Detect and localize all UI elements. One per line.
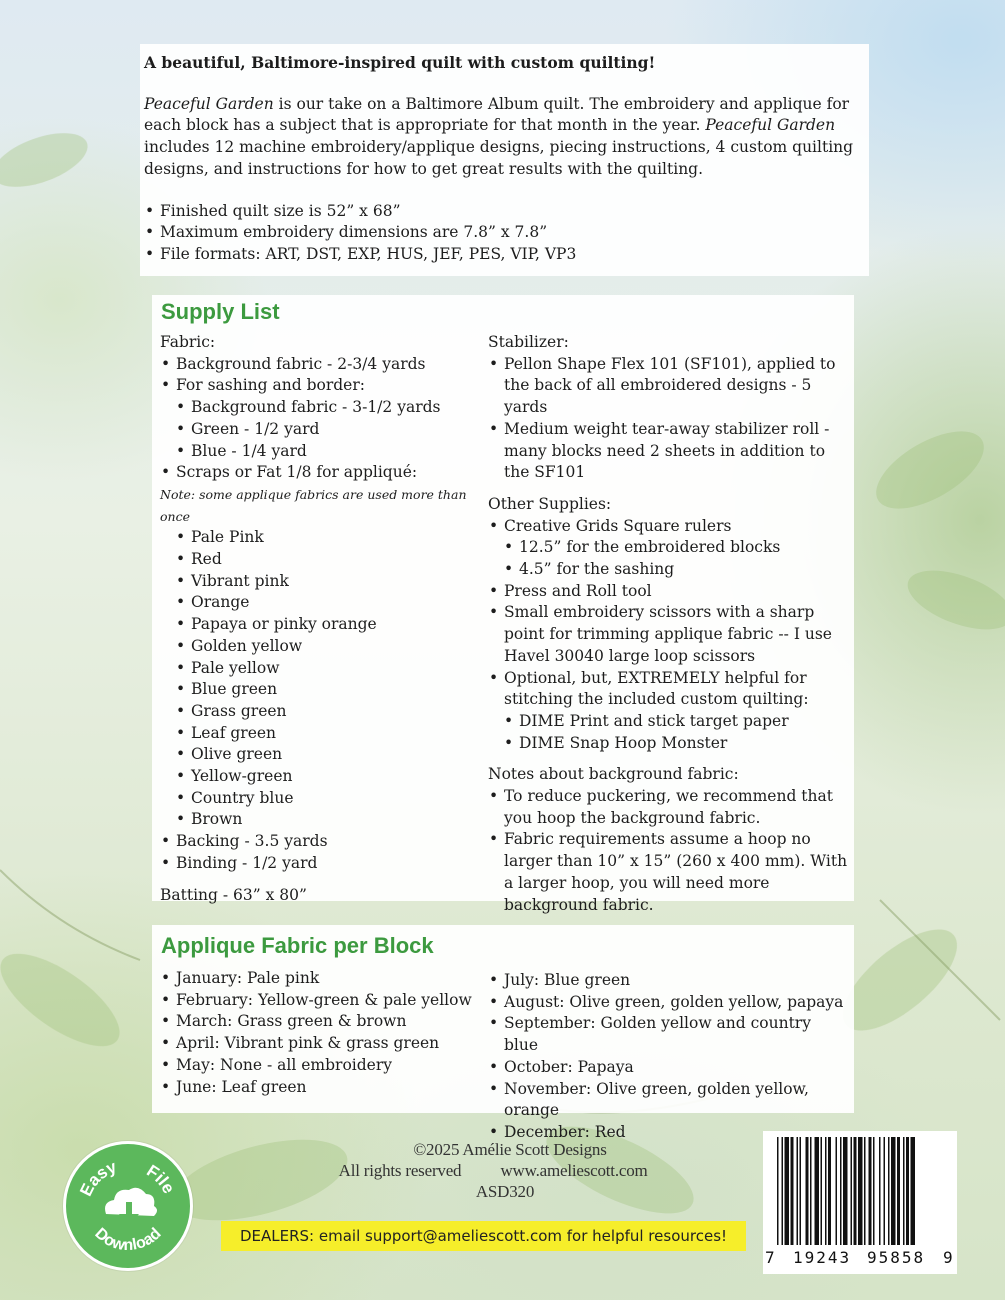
barcode-bar xyxy=(851,1137,853,1245)
other-supplies-list xyxy=(488,516,848,755)
applique-note: Note: some applique fabrics are used more than once xyxy=(160,486,467,524)
color-list-item: • Pale Pink xyxy=(160,527,480,549)
svg-text:Download xyxy=(91,1225,164,1254)
notes-label: Notes about background fabric: xyxy=(488,765,739,784)
rights-text: All rights reserved xyxy=(338,1161,462,1180)
applique-month-item: • April: Vibrant pink & grass green xyxy=(160,1033,480,1055)
intro-desc-text: includes 12 machine embroidery/applique designs, piecing instructions, 4 custom quilting designs, and instructions for how to get great results with the quilting. xyxy=(144,138,854,178)
supply-right-column xyxy=(488,332,848,916)
barcode-bar xyxy=(897,1137,900,1245)
easy-file-download-badge xyxy=(63,1141,193,1271)
other-list-item: • 4.5” for the sashing xyxy=(488,559,848,581)
intro-title: A beautiful, Baltimore-inspired quilt with custom quilting! xyxy=(144,53,656,72)
barcode-bar xyxy=(821,1137,823,1245)
fabric-list-item: • Green - 1/2 yard xyxy=(160,419,480,441)
color-list-item: • Brown xyxy=(160,809,480,831)
fabric-list xyxy=(160,354,480,484)
applique-months-right xyxy=(488,970,848,1144)
barcode-group-2: 95858 xyxy=(867,1248,926,1267)
applique-month-item: • June: Leaf green xyxy=(160,1077,480,1099)
applique-month-item: • October: Papaya xyxy=(488,1057,848,1079)
intro-bullet: • Maximum embroidery dimensions are 7.8” x 7.8” xyxy=(144,222,863,244)
dealers-banner: DEALERS: email support@ameliescott.com for helpful resources! xyxy=(221,1221,746,1251)
applique-month-item: • July: Blue green xyxy=(488,970,848,992)
applique-heading: Applique Fabric per Block xyxy=(161,933,434,958)
intro-bullets xyxy=(144,201,863,266)
intro-description xyxy=(144,94,863,181)
barcode-bar xyxy=(884,1137,886,1245)
applique-month-item: • February: Yellow-green & pale yellow xyxy=(160,990,480,1012)
applique-per-block-panel xyxy=(152,925,854,1141)
stabilizer-item: • Medium weight tear-away stabilizer roll - many blocks need 2 sheets in addition to the SF101 xyxy=(488,419,848,484)
color-list-item: • Country blue xyxy=(160,788,480,810)
color-list-item: • Papaya or pinky orange xyxy=(160,614,480,636)
fabric-list-item: • Background fabric - 3-1/2 yards xyxy=(160,397,480,419)
barcode-bar xyxy=(810,1137,812,1245)
supply-left-column xyxy=(160,332,480,906)
other-supplies-label: Other Supplies: xyxy=(488,494,612,513)
barcode-bar xyxy=(843,1137,848,1245)
svg-text:Easy xyxy=(76,1157,120,1199)
color-list-item: • Orange xyxy=(160,592,480,614)
other-list-item: • Small embroidery scissors with a sharp point for trimming applique fabric -- I use Havel 30040 large loop scissors xyxy=(488,602,848,667)
other-list-item: • Creative Grids Square rulers xyxy=(488,516,848,538)
barcode-bar xyxy=(825,1137,827,1245)
color-list-item: • Blue green xyxy=(160,679,480,701)
fabric-list-item: • Blue - 1/4 yard xyxy=(160,441,480,463)
barcode-bar xyxy=(858,1137,863,1245)
stabilizer-label: Stabilizer: xyxy=(488,333,569,351)
barcode-digit-left: 7 xyxy=(765,1248,775,1267)
applique-month-item: • January: Pale pink xyxy=(160,968,480,990)
barcode xyxy=(763,1131,957,1274)
barcode-bar xyxy=(782,1137,784,1245)
applique-month-item: • March: Grass green & brown xyxy=(160,1011,480,1033)
product-code: ASD320 xyxy=(475,1182,535,1201)
barcode-bar xyxy=(777,1137,779,1245)
color-list-item: • Red xyxy=(160,549,480,571)
barcode-bar xyxy=(815,1137,820,1245)
badge-word-download: Download xyxy=(91,1225,165,1255)
copyright-text: ©2025 Amélie Scott Designs xyxy=(413,1140,607,1159)
barcode-bar xyxy=(891,1137,896,1245)
barcode-bar xyxy=(800,1137,802,1245)
barcode-digit-right: 9 xyxy=(943,1248,953,1267)
color-list-item: • Olive green xyxy=(160,744,480,766)
color-list-item: • Leaf green xyxy=(160,723,480,745)
after-list-item: • Backing - 3.5 yards xyxy=(160,831,480,853)
badge-word-easy: Easy xyxy=(76,1157,120,1200)
other-list-item: • Optional, but, EXTREMELY helpful for stitching the included custom quilting: xyxy=(488,668,848,711)
barcode-bar xyxy=(797,1137,799,1245)
notes-list xyxy=(488,786,848,916)
batting-line: Batting - 63” x 80” xyxy=(160,885,307,904)
barcode-bar xyxy=(836,1137,838,1245)
supply-list-heading: Supply List xyxy=(161,299,280,324)
fabric-label: Fabric: xyxy=(160,333,216,351)
badge-graphic xyxy=(66,1144,190,1268)
cloud-download-icon xyxy=(105,1188,157,1225)
barcode-group-1: 19243 xyxy=(793,1248,852,1267)
supply-list-panel xyxy=(152,295,854,914)
intro-bullet: • Finished quilt size is 52” x 68” xyxy=(144,201,863,223)
other-list-item: • 12.5” for the embroidered blocks xyxy=(488,537,848,559)
stabilizer-item: • Pellon Shape Flex 101 (SF101), applied to the back of all embroidered designs - 5 yards xyxy=(488,354,848,419)
barcode-bar xyxy=(873,1137,875,1245)
quilt-name: Peaceful Garden xyxy=(144,94,274,113)
other-list-item: • DIME Print and stick target paper xyxy=(488,711,848,733)
barcode-bar xyxy=(903,1137,905,1245)
barcode-bar xyxy=(906,1137,909,1245)
barcode-bar xyxy=(879,1137,881,1245)
fabric-list-item: • Scraps or Fat 1/8 for appliqué: xyxy=(160,462,480,484)
color-list-item: • Yellow-green xyxy=(160,766,480,788)
svg-text:File xyxy=(143,1161,178,1197)
quilt-name: Peaceful Garden xyxy=(705,116,836,135)
intro-panel xyxy=(140,44,869,276)
color-list-item: • Pale yellow xyxy=(160,658,480,680)
applique-month-item: • September: Golden yellow and country blue xyxy=(488,1013,848,1056)
barcode-bar xyxy=(869,1137,872,1245)
color-list-item: • Grass green xyxy=(160,701,480,723)
barcode-bar xyxy=(888,1137,890,1245)
barcode-bar xyxy=(864,1137,866,1245)
barcode-bar xyxy=(785,1137,790,1245)
color-list-item: • Vibrant pink xyxy=(160,571,480,593)
other-list-item: • Press and Roll tool xyxy=(488,581,848,603)
after-list-item: • Binding - 1/2 yard xyxy=(160,853,480,875)
barcode-bar xyxy=(791,1137,794,1245)
fabric-color-list xyxy=(160,527,480,831)
notes-item: • To reduce puckering, we recommend that you hoop the background fabric. xyxy=(488,786,848,829)
intro-desc-text: is our take on a Baltimore Album quilt. The embroidery and applique for each block has a subject that is appropriate for that month in the year. xyxy=(144,94,850,135)
applique-month-item: • August: Olive green, golden yellow, papaya xyxy=(488,992,848,1014)
stabilizer-list xyxy=(488,354,848,484)
applique-month-item: • December: Red xyxy=(488,1122,848,1144)
intro-bullet: • File formats: ART, DST, EXP, HUS, JEF, PES, VIP, VP3 xyxy=(144,244,863,266)
applique-month-item: • November: Olive green, golden yellow, orange xyxy=(488,1079,848,1122)
barcode-bar xyxy=(828,1137,831,1245)
color-list-item: • Golden yellow xyxy=(160,636,480,658)
website-link[interactable]: www.ameliescott.com xyxy=(500,1161,648,1180)
other-list-item: • DIME Snap Hoop Monster xyxy=(488,733,848,755)
applique-months-left xyxy=(160,968,480,1098)
backing-binding-list xyxy=(160,831,480,874)
fabric-list-item: • For sashing and border: xyxy=(160,375,480,397)
barcode-bar xyxy=(911,1137,916,1245)
applique-month-item: • May: None - all embroidery xyxy=(160,1055,480,1077)
barcode-bar xyxy=(854,1137,857,1245)
barcode-bar xyxy=(806,1137,809,1245)
fabric-list-item: • Background fabric - 2-3/4 yards xyxy=(160,354,480,376)
notes-item: • Fabric requirements assume a hoop no larger than 10” x 15” (260 x 400 mm). With a larger hoop, you will need more background fabric. xyxy=(488,829,848,916)
barcode-bar xyxy=(840,1137,842,1245)
badge-word-file: File xyxy=(143,1161,179,1197)
